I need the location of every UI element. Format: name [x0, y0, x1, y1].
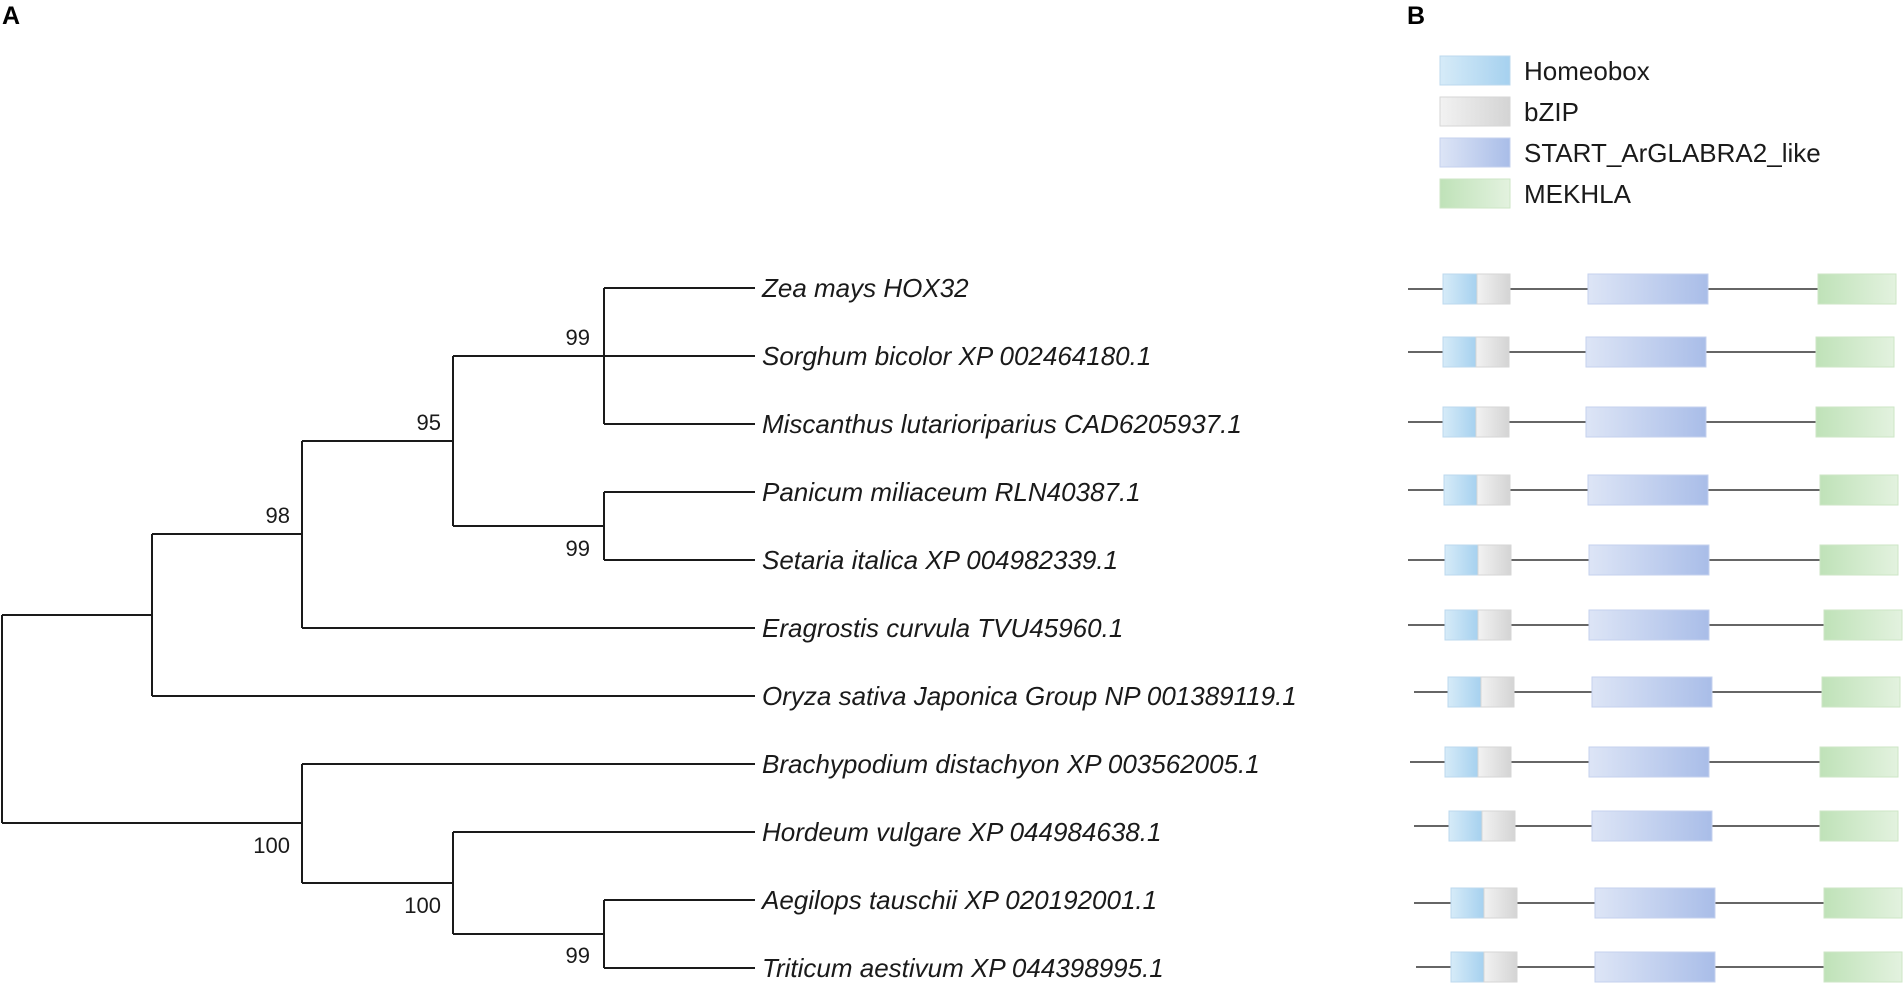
bzip-domain	[1482, 811, 1515, 841]
bzip-domain	[1478, 747, 1511, 777]
protein-architecture	[1414, 888, 1902, 918]
bootstrap-value: 99	[565, 325, 590, 350]
bootstrap-value: 100	[253, 833, 290, 858]
legend-label-start: START_ArGLABRA2_like	[1524, 138, 1821, 168]
species-label: Aegilops tauschii XP 020192001.1	[762, 885, 1158, 915]
species-label: Miscanthus lutarioriparius CAD6205937.1	[762, 409, 1242, 439]
panel-label-b: B	[1407, 2, 1426, 30]
homeobox-domain	[1443, 407, 1476, 437]
species-label: Triticum aestivum XP 044398995.1	[762, 953, 1164, 983]
bzip-domain	[1476, 337, 1509, 367]
bootstrap-value: 99	[565, 943, 590, 968]
protein-architecture	[1410, 747, 1898, 777]
start-domain	[1589, 610, 1709, 640]
bzip-domain	[1484, 952, 1517, 982]
protein-architecture	[1414, 811, 1898, 841]
protein-architecture	[1408, 545, 1898, 575]
panel-label-a: A	[2, 2, 21, 30]
bzip-domain	[1481, 677, 1514, 707]
legend-swatch-start	[1440, 138, 1510, 167]
bzip-domain	[1476, 407, 1509, 437]
bzip-domain	[1478, 610, 1511, 640]
protein-architecture	[1416, 952, 1902, 982]
homeobox-domain	[1445, 610, 1478, 640]
homeobox-domain	[1448, 677, 1481, 707]
protein-architecture	[1408, 475, 1898, 505]
bzip-domain	[1477, 475, 1510, 505]
mekhla-domain	[1818, 274, 1896, 304]
clade-zea-sorghum-miscanthus	[453, 288, 604, 424]
species-label: Panicum miliaceum RLN40387.1	[762, 477, 1141, 507]
mekhla-domain	[1816, 407, 1894, 437]
mekhla-domain	[1824, 610, 1902, 640]
mekhla-domain	[1820, 747, 1898, 777]
species-labels	[760, 273, 1297, 983]
clade-with-oryza	[2, 534, 152, 696]
protein-architecture	[1414, 677, 1900, 707]
protein-architecture	[1408, 337, 1894, 367]
species-label: Hordeum vulgare XP 044984638.1	[762, 817, 1162, 847]
start-domain	[1586, 407, 1706, 437]
mekhla-domain	[1820, 475, 1898, 505]
start-domain	[1595, 888, 1715, 918]
mekhla-domain	[1820, 811, 1898, 841]
clade-panicoideae	[302, 356, 453, 526]
species-label: Sorghum bicolor XP 002464180.1	[762, 341, 1152, 371]
protein-architecture	[1408, 610, 1902, 640]
bootstrap-value: 95	[416, 410, 441, 435]
species-label: Oryza sativa Japonica Group NP 001389119.1	[762, 681, 1297, 711]
clade-triticeae	[302, 832, 453, 934]
legend-swatch-mekhla	[1440, 179, 1510, 208]
start-domain	[1592, 677, 1712, 707]
mekhla-domain	[1820, 545, 1898, 575]
homeobox-domain	[1443, 337, 1476, 367]
homeobox-domain	[1443, 274, 1477, 304]
phylogenetic-tree	[2, 288, 755, 968]
mekhla-domain	[1816, 337, 1894, 367]
bzip-domain	[1478, 545, 1511, 575]
protein-architecture	[1408, 407, 1894, 437]
start-domain	[1589, 545, 1709, 575]
mekhla-domain	[1824, 952, 1902, 982]
clade-pooideae	[2, 764, 302, 883]
bootstrap-value: 99	[565, 536, 590, 561]
legend-swatch-bzip	[1440, 97, 1510, 126]
legend-label-bzip: bZIP	[1524, 97, 1579, 127]
bzip-domain	[1484, 888, 1517, 918]
species-label: Brachypodium distachyon XP 003562005.1	[762, 749, 1260, 779]
start-domain	[1589, 747, 1709, 777]
start-domain	[1588, 274, 1708, 304]
homeobox-domain	[1451, 888, 1484, 918]
bootstrap-value: 100	[404, 893, 441, 918]
domain-legend	[1440, 56, 1821, 209]
homeobox-domain	[1451, 952, 1484, 982]
mekhla-domain	[1824, 888, 1902, 918]
bootstrap-value: 98	[265, 503, 290, 528]
start-domain	[1588, 475, 1708, 505]
domain-architectures	[1408, 274, 1902, 982]
bzip-domain	[1477, 274, 1510, 304]
legend-swatch-homeobox	[1440, 56, 1510, 85]
homeobox-domain	[1449, 811, 1482, 841]
mekhla-domain	[1822, 677, 1900, 707]
species-label: Zea mays HOX32	[762, 273, 969, 303]
clade-pacmad	[152, 441, 302, 628]
start-domain	[1592, 811, 1712, 841]
homeobox-domain	[1445, 747, 1478, 777]
homeobox-domain	[1444, 475, 1477, 505]
legend-label-mekhla: MEKHLA	[1524, 179, 1631, 209]
start-domain	[1595, 952, 1715, 982]
homeobox-domain	[1445, 545, 1478, 575]
start-domain	[1586, 337, 1706, 367]
bootstrap-values	[253, 325, 590, 968]
species-label: Setaria italica XP 004982339.1	[762, 545, 1119, 575]
legend-label-homeobox: Homeobox	[1524, 56, 1650, 86]
protein-architecture	[1408, 274, 1896, 304]
species-label: Eragrostis curvula TVU45960.1	[762, 613, 1124, 643]
